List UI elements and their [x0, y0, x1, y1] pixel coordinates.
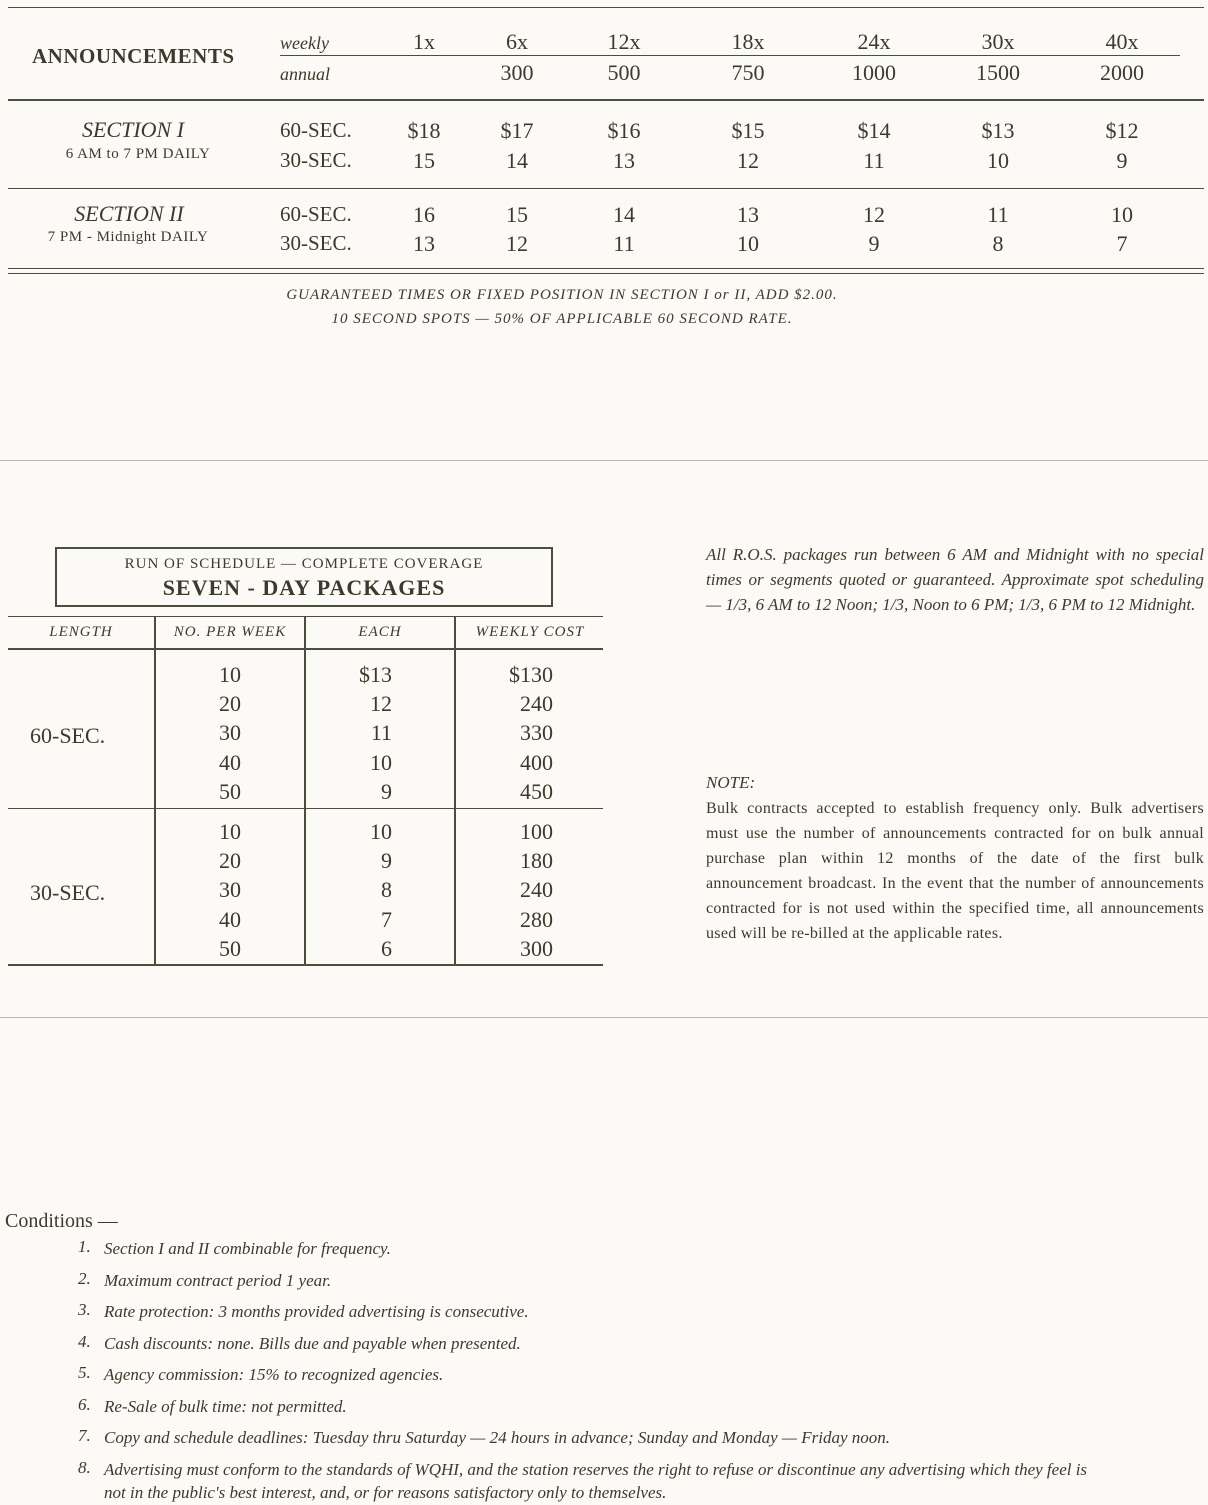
section-1-60sec-rate-col-7: $12: [1105, 118, 1139, 143]
section-1-60sec-rate-col-3: $16: [607, 118, 641, 143]
ros-per-week-cell: 50: [219, 778, 241, 804]
section-2-60sec-rate-col-3: 14: [613, 202, 635, 227]
section-divider: [8, 188, 1204, 189]
section-1-60sec-rate-col-4: $15: [731, 118, 765, 143]
annual-freq-col-3: 500: [607, 60, 641, 85]
condition-text: Cash discounts: none. Bills due and payable when presented.: [104, 1333, 521, 1353]
section-1-30sec-rate-col-6: 10: [987, 148, 1009, 173]
ros-per-week-cell: 30: [219, 877, 241, 903]
ros-bottom-rule: [8, 964, 603, 966]
section-2-60sec-rate-col-2: 15: [506, 202, 528, 227]
section-1-30sec-rate-col-2: 14: [506, 148, 528, 173]
header-mid-rule: [280, 55, 1180, 56]
annual-freq-col-6: 1500: [976, 60, 1020, 85]
section-2-30sec-rate-col-6: 8: [992, 231, 1004, 256]
condition-text: Advertising must conform to the standards of WQHI, and the station reserves the right to refuse or discontinue any advertising which they feel is not in the public's best interest, and, or for reasons satisfactory only to themselves.: [104, 1459, 1088, 1502]
annual-label: annual: [280, 64, 331, 84]
section-1-60sec-rate-col-6: $13: [981, 118, 1015, 143]
top-rule: [8, 7, 1204, 8]
weekly-freq-col-3: 12x: [607, 29, 641, 54]
fold-line-2: [0, 1017, 1208, 1018]
condition-number: 2.: [78, 1268, 91, 1288]
ros-weekly-cost-cell: 300: [520, 935, 553, 961]
bulk-contract-note: Bulk contracts accepted to establish frequency only. Bulk advertisers must use the number of announcements contracted for on bulk annual purchase plan within 12 months of the date of the first bulk announcement broadcast. In the event that the number of announcements contracted for is not used within the specified time, all announcements used will be re-billed at the applicable rates.: [706, 800, 1204, 942]
condition-text: Copy and schedule deadlines: Tuesday thru Saturday — 24 hours in advance; Sunday and Monday — Friday noon.: [104, 1428, 890, 1447]
ros-weekly-cost-cell: $130: [509, 662, 553, 687]
ros-weekly-cost-cell: 180: [520, 848, 553, 874]
annual-freq-col-7: 2000: [1100, 60, 1144, 85]
weekly-freq-col-1: 1x: [413, 29, 435, 54]
ros-weekly-cost-cell: 280: [520, 906, 553, 932]
guaranteed-times-note: GUARANTEED TIMES OR FIXED POSITION IN SECTION I or II, ADD $2.00.: [286, 287, 838, 303]
annual-freq-col-5: 1000: [852, 60, 896, 85]
condition-number: 8.: [78, 1457, 91, 1477]
ros-per-week-cell: 10: [219, 819, 241, 844]
ros-header-length: LENGTH: [49, 624, 113, 640]
section-1-30sec-rate-col-7: 9: [1116, 148, 1128, 173]
section-2-30sec-rate-col-1: 13: [413, 231, 435, 256]
section-2-hours: 7 PM - Midnight DAILY: [47, 229, 209, 245]
section-1-30sec-rate-col-1: 15: [413, 148, 435, 173]
section-2-30sec-rate-col-7: 7: [1116, 231, 1128, 256]
condition-number: 5.: [78, 1363, 91, 1382]
ros-each-cell: 10: [370, 749, 392, 775]
condition-text: Re-Sale of bulk time: not permitted.: [104, 1396, 347, 1416]
condition-number: 1.: [78, 1237, 91, 1256]
section-2-30sec-label: 30-SEC.: [280, 231, 352, 255]
ros-per-week-cell: 20: [219, 848, 241, 874]
ros-title-box: [55, 547, 553, 607]
ros-group-60sec-label: 60-SEC.: [30, 723, 106, 748]
section-2-60sec-rate-col-5: 12: [863, 202, 885, 227]
ros-header-per-week: NO. PER WEEK: [173, 624, 287, 640]
weekly-label: weekly: [280, 33, 329, 53]
ros-header-each: EACH: [358, 624, 402, 640]
table-bottom-rule-2: [8, 273, 1204, 274]
condition-text: Agency commission: 15% to recognized agencies.: [104, 1365, 444, 1384]
ros-each-cell: 10: [370, 819, 392, 844]
ros-per-week-cell: 10: [219, 662, 241, 687]
fold-line-1: [0, 460, 1208, 461]
section-1-30sec-rate-col-4: 12: [737, 148, 759, 173]
condition-text: Maximum contract period 1 year.: [104, 1270, 332, 1290]
section-1-60sec-rate-col-5: $14: [857, 118, 891, 143]
section-2-30sec-rate-col-2: 12: [506, 231, 528, 256]
section-1-name: SECTION I: [81, 117, 185, 142]
ros-weekly-cost-cell: 330: [520, 720, 553, 746]
condition-text: Rate protection: 3 months provided advertising is consecutive.: [104, 1302, 529, 1321]
header-bottom-rule: [8, 99, 1204, 101]
ros-each-cell: 9: [381, 848, 392, 874]
ros-col-divider-3: [454, 616, 456, 966]
section-1-hours: 6 AM to 7 PM DAILY: [65, 146, 211, 162]
condition-number: 6.: [78, 1394, 91, 1414]
section-1-30sec-rate-col-3: 13: [613, 148, 635, 173]
ros-weekly-cost-cell: 400: [520, 749, 553, 775]
table-bottom-rule-1: [8, 268, 1204, 269]
weekly-freq-col-4: 18x: [731, 29, 765, 54]
section-1-30sec-label: 30-SEC.: [280, 148, 352, 172]
ros-per-week-cell: 40: [219, 906, 241, 932]
ros-col-divider-1: [154, 616, 156, 966]
conditions-heading: Conditions —: [5, 1210, 118, 1232]
ros-per-week-cell: 30: [219, 720, 241, 746]
ros-weekly-cost-cell: 100: [520, 819, 553, 844]
section-2-30sec-rate-col-5: 9: [868, 231, 880, 256]
ros-description: All R.O.S. packages run between 6 AM and Midnight with no special times or segments quoted or guaranteed. Approximate spot scheduling — 1/3, 6 AM to 12 Noon; 1/3, Noon to 6 PM; 1/3, 6 PM to 12 Midnight.: [706, 545, 1204, 614]
condition-number: 4.: [78, 1331, 91, 1351]
section-2-60sec-rate-col-7: 10: [1111, 202, 1133, 227]
ros-each-cell: $13: [359, 662, 392, 687]
ros-each-cell: 8: [381, 877, 392, 903]
ros-each-cell: 9: [381, 778, 392, 804]
ros-each-cell: 11: [370, 720, 392, 746]
ros-per-week-cell: 20: [219, 691, 241, 717]
announcements-title: ANNOUNCEMENTS: [32, 44, 235, 68]
condition-number: 3.: [78, 1300, 91, 1319]
weekly-freq-col-5: 24x: [857, 29, 891, 54]
ros-weekly-cost-cell: 240: [520, 877, 553, 903]
section-2-30sec-rate-col-3: 11: [613, 231, 635, 256]
ros-group-30sec-label: 30-SEC.: [30, 880, 106, 905]
condition-number: 7.: [78, 1426, 91, 1445]
ros-per-week-cell: 50: [219, 935, 241, 961]
section-1-60sec-rate-col-1: $18: [407, 118, 441, 143]
section-2-name: SECTION II: [74, 201, 184, 226]
note-label: NOTE:: [706, 773, 756, 792]
ros-group-divider: [8, 808, 603, 809]
ros-weekly-cost-cell: 240: [520, 691, 553, 717]
section-1-60sec-label: 60-SEC.: [280, 118, 352, 142]
ros-title: SEVEN - DAY PACKAGES: [162, 575, 446, 600]
section-2-60sec-rate-col-6: 11: [987, 202, 1009, 227]
ros-per-week-cell: 40: [219, 749, 241, 775]
ros-each-cell: 12: [370, 691, 392, 717]
weekly-freq-col-7: 40x: [1105, 29, 1139, 54]
section-1-60sec-rate-col-2: $17: [500, 118, 534, 143]
ros-weekly-cost-cell: 450: [520, 778, 553, 804]
ros-each-cell: 6: [381, 935, 392, 961]
weekly-freq-col-2: 6x: [506, 29, 528, 54]
ros-header-weekly-cost: WEEKLY COST: [475, 624, 585, 640]
section-2-60sec-rate-col-1: 16: [413, 202, 435, 227]
section-1-30sec-rate-col-5: 11: [863, 148, 885, 173]
ros-col-divider-2: [304, 616, 306, 966]
annual-freq-col-2: 300: [500, 60, 534, 85]
section-2-60sec-rate-col-4: 13: [737, 202, 759, 227]
condition-text: Section I and II combinable for frequency.: [104, 1239, 391, 1258]
annual-freq-col-4: 750: [731, 60, 765, 85]
section-2-60sec-label: 60-SEC.: [280, 202, 352, 226]
ros-each-cell: 7: [381, 906, 392, 932]
ten-second-note: 10 SECOND SPOTS — 50% OF APPLICABLE 60 SECOND RATE.: [331, 311, 793, 327]
section-2-30sec-rate-col-4: 10: [737, 231, 759, 256]
weekly-freq-col-6: 30x: [981, 29, 1015, 54]
ros-subtitle: RUN OF SCHEDULE — COMPLETE COVERAGE: [124, 556, 484, 572]
